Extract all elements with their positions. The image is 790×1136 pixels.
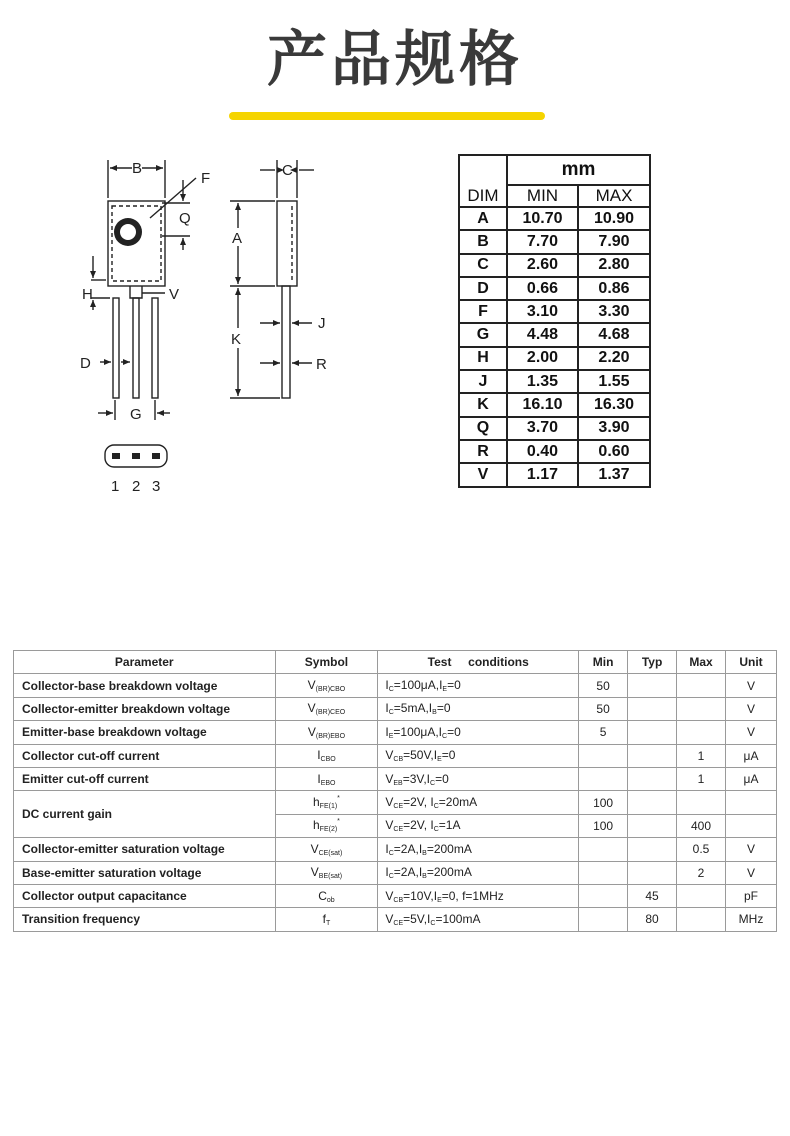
dim-cell-min: 2.60 <box>507 254 578 277</box>
dim-cell-dim: R <box>459 440 507 463</box>
test-conditions-cell: $I_E=100\mu A,I_C=0$ <box>378 721 579 744</box>
dim-cell-min: 1.17 <box>507 463 578 486</box>
header-test-conditions: Test conditions <box>378 651 579 674</box>
table-row <box>14 721 777 744</box>
parameter-cell: DC current gain <box>14 791 276 838</box>
dim-row <box>459 277 650 300</box>
label-r: R <box>316 356 327 373</box>
max-cell: 400 <box>677 814 726 837</box>
parameter-cell: Transition frequency <box>14 908 276 931</box>
dim-header: DIM <box>459 155 507 207</box>
dim-cell-max: 0.86 <box>578 277 650 300</box>
max-cell: 1 <box>677 767 726 790</box>
dim-cell-max: 3.30 <box>578 300 650 323</box>
unit-cell <box>725 814 776 837</box>
dim-cell-dim: A <box>459 207 507 230</box>
front-body-inner-dashed <box>112 206 161 281</box>
parameter-cell: Emitter cut-off current <box>14 767 276 790</box>
test-conditions-cell: $V_{CB}=50V,I_E=0$ <box>378 744 579 767</box>
label-d: D <box>80 355 91 372</box>
dim-cell-dim: V <box>459 463 507 486</box>
min-cell <box>579 767 628 790</box>
table-row <box>14 838 777 861</box>
unit-cell: V <box>725 861 776 884</box>
test-conditions-cell: $V_{CE}=5V,I_C=100mA$ <box>378 908 579 931</box>
typ-cell: 45 <box>628 884 677 907</box>
dim-row <box>459 393 650 416</box>
dim-cell-max: 4.68 <box>578 323 650 346</box>
typ-cell <box>628 697 677 720</box>
dim-cell-min: 16.10 <box>507 393 578 416</box>
unit-cell: V <box>725 721 776 744</box>
dim-cell-min: 1.35 <box>507 370 578 393</box>
max-cell <box>677 721 726 744</box>
min-cell: 100 <box>579 814 628 837</box>
electrical-characteristics-table <box>13 650 777 932</box>
max-cell <box>677 697 726 720</box>
test-conditions-cell: $I_C=100\mu A,I_E=0$ <box>378 674 579 697</box>
page-title: 产品规格 <box>267 25 523 95</box>
max-cell <box>677 884 726 907</box>
dim-row <box>459 207 650 230</box>
table-row <box>14 767 777 790</box>
test-conditions-cell: $I_C=2A,I_B=200mA$ <box>378 838 579 861</box>
test-conditions-cell: $V_{CE}=2V$, $I_C=1A$ <box>378 814 579 837</box>
max-cell: 2 <box>677 861 726 884</box>
test-conditions-cell: $V_{CE}=2V$, $I_C=20mA$ <box>378 791 579 814</box>
min-header: MIN <box>507 185 578 207</box>
test-conditions-cell: $I_C=5mA,I_B=0$ <box>378 697 579 720</box>
symbol-cell: $I_{CBO}$ <box>275 744 378 767</box>
min-cell: 50 <box>579 697 628 720</box>
table-row <box>14 884 777 907</box>
table-header-row <box>14 651 777 674</box>
min-cell <box>579 838 628 861</box>
dim-row <box>459 440 650 463</box>
dim-cell-max: 7.90 <box>578 230 650 253</box>
parameter-cell: Emitter-base breakdown voltage <box>14 721 276 744</box>
dim-row <box>459 417 650 440</box>
unit-cell: pF <box>725 884 776 907</box>
header-min: Min <box>579 651 628 674</box>
unit-cell: V <box>725 697 776 720</box>
max-cell <box>677 908 726 931</box>
dim-cell-max: 2.20 <box>578 347 650 370</box>
unit-cell: μA <box>725 767 776 790</box>
typ-cell <box>628 744 677 767</box>
dim-row <box>459 230 650 253</box>
parameter-cell: Collector-emitter saturation voltage <box>14 838 276 861</box>
dim-cell-dim: D <box>459 277 507 300</box>
typ-cell <box>628 861 677 884</box>
table-row <box>14 791 777 814</box>
dim-cell-min: 7.70 <box>507 230 578 253</box>
front-body-outline <box>108 201 165 286</box>
test-conditions-cell: $V_{EB}=3V,I_C=0$ <box>378 767 579 790</box>
dim-row <box>459 323 650 346</box>
min-cell <box>579 861 628 884</box>
dim-row <box>459 300 650 323</box>
pin-2-label: 2 <box>132 478 141 495</box>
dim-row <box>459 463 650 486</box>
table-row <box>14 861 777 884</box>
typ-cell <box>628 767 677 790</box>
min-cell: 100 <box>579 791 628 814</box>
dim-cell-min: 3.70 <box>507 417 578 440</box>
symbol-cell: $C_{ob}$ <box>275 884 378 907</box>
header-typ: Typ <box>628 651 677 674</box>
unit-cell: V <box>725 674 776 697</box>
label-b: B <box>132 160 143 177</box>
unit-header: mm <box>507 155 650 185</box>
table-row <box>14 674 777 697</box>
unit-cell: V <box>725 838 776 861</box>
typ-cell <box>628 791 677 814</box>
dim-cell-min: 0.66 <box>507 277 578 300</box>
table-row <box>14 697 777 720</box>
typ-cell <box>628 814 677 837</box>
label-q: Q <box>179 210 191 227</box>
symbol-cell: $I_{EBO}$ <box>275 767 378 790</box>
symbol-cell: $V_{BE(sat)}$ <box>275 861 378 884</box>
dim-cell-min: 3.10 <box>507 300 578 323</box>
max-cell <box>677 674 726 697</box>
dimension-table <box>458 154 651 488</box>
unit-cell: MHz <box>725 908 776 931</box>
label-j: J <box>318 315 326 332</box>
label-f: F <box>201 170 211 187</box>
dim-cell-min: 0.40 <box>507 440 578 463</box>
header-unit: Unit <box>725 651 776 674</box>
symbol-cell: $f_T$ <box>275 908 378 931</box>
unit-cell: μA <box>725 744 776 767</box>
label-k: K <box>231 331 242 348</box>
package-outline-drawing <box>70 150 360 500</box>
min-cell <box>579 884 628 907</box>
dim-row <box>459 347 650 370</box>
label-h: H <box>82 286 93 303</box>
symbol-cell: $V_{(BR)CEO}$ <box>275 697 378 720</box>
symbol-cell: $h_{FE(2)}^*$ <box>275 814 378 837</box>
max-cell: 0.5 <box>677 838 726 861</box>
label-a: A <box>232 230 243 247</box>
parameter-cell: Collector-emitter breakdown voltage <box>14 697 276 720</box>
dim-cell-dim: C <box>459 254 507 277</box>
side-body-outline <box>277 201 297 286</box>
typ-cell: 80 <box>628 908 677 931</box>
header-parameter: Parameter <box>14 651 276 674</box>
dim-cell-max: 0.60 <box>578 440 650 463</box>
min-cell: 50 <box>579 674 628 697</box>
title-underline <box>229 112 545 120</box>
min-cell <box>579 744 628 767</box>
max-cell: 1 <box>677 744 726 767</box>
symbol-cell: $V_{CE(sat)}$ <box>275 838 378 861</box>
test-conditions-cell: $I_C=2A,I_B=200mA$ <box>378 861 579 884</box>
label-c: C <box>282 162 293 179</box>
typ-cell <box>628 674 677 697</box>
dim-cell-max: 16.30 <box>578 393 650 416</box>
min-cell <box>579 908 628 931</box>
parameter-cell: Collector output capacitance <box>14 884 276 907</box>
dim-row <box>459 370 650 393</box>
dim-row <box>459 254 650 277</box>
label-g: G <box>130 406 142 423</box>
dim-cell-max: 3.90 <box>578 417 650 440</box>
pin-3-label: 3 <box>152 478 161 495</box>
header-max: Max <box>677 651 726 674</box>
parameter-cell: Base-emitter saturation voltage <box>14 861 276 884</box>
dim-cell-max: 1.37 <box>578 463 650 486</box>
table-row <box>14 908 777 931</box>
table-row <box>14 744 777 767</box>
dim-cell-min: 10.70 <box>507 207 578 230</box>
unit-cell <box>725 791 776 814</box>
dim-cell-min: 4.48 <box>507 323 578 346</box>
dim-cell-max: 1.55 <box>578 370 650 393</box>
symbol-cell: $h_{FE(1)}^*$ <box>275 791 378 814</box>
parameter-cell: Collector cut-off current <box>14 744 276 767</box>
dim-cell-dim: J <box>459 370 507 393</box>
typ-cell <box>628 721 677 744</box>
dim-cell-dim: F <box>459 300 507 323</box>
label-v: V <box>169 286 180 303</box>
dim-cell-max: 2.80 <box>578 254 650 277</box>
dim-cell-dim: K <box>459 393 507 416</box>
pin-1-label: 1 <box>111 478 120 495</box>
dim-cell-min: 2.00 <box>507 347 578 370</box>
dim-cell-max: 10.90 <box>578 207 650 230</box>
header-symbol: Symbol <box>275 651 378 674</box>
parameter-cell: Collector-base breakdown voltage <box>14 674 276 697</box>
dim-cell-dim: H <box>459 347 507 370</box>
test-conditions-cell: $V_{CB}=10V,I_E=0$, f=1MHz <box>378 884 579 907</box>
typ-cell <box>628 838 677 861</box>
dim-cell-dim: Q <box>459 417 507 440</box>
max-header: MAX <box>578 185 650 207</box>
symbol-cell: $V_{(BR)CBO}$ <box>275 674 378 697</box>
min-cell: 5 <box>579 721 628 744</box>
max-cell <box>677 791 726 814</box>
dim-cell-dim: B <box>459 230 507 253</box>
symbol-cell: $V_{(BR)EBO}$ <box>275 721 378 744</box>
dim-cell-dim: G <box>459 323 507 346</box>
